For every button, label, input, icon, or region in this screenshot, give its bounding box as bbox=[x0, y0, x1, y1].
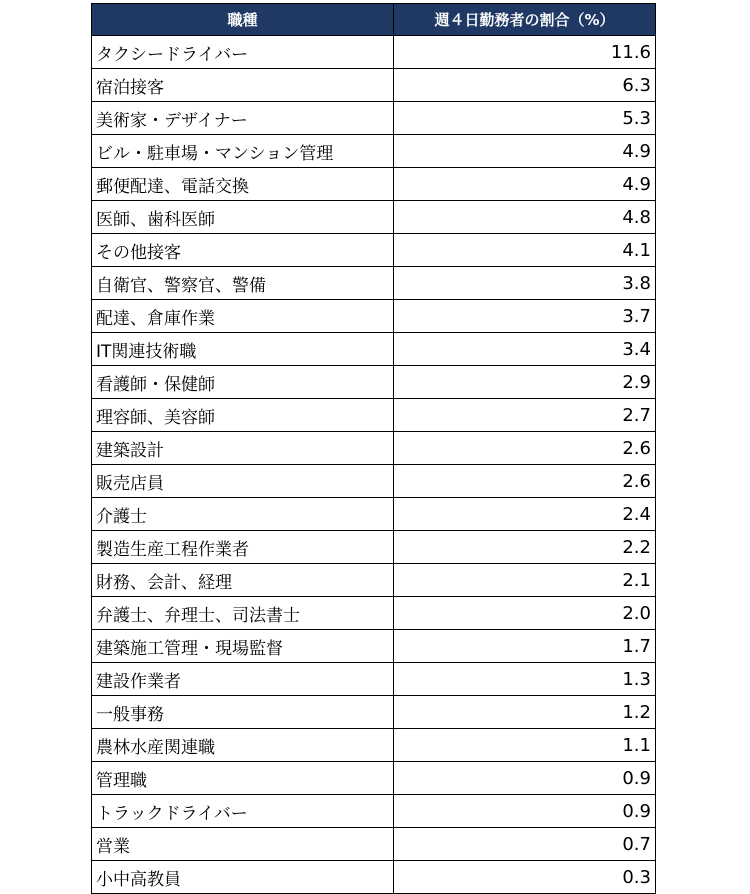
occupation-cell: 販売店員 bbox=[92, 465, 394, 498]
table-row bbox=[92, 597, 656, 630]
occupation-cell: その他接客 bbox=[92, 234, 394, 267]
ratio-cell: 1.7 bbox=[394, 630, 656, 663]
ratio-cell: 0.3 bbox=[394, 861, 656, 894]
ratio-cell: 11.6 bbox=[394, 36, 656, 69]
ratio-cell: 3.4 bbox=[394, 333, 656, 366]
ratio-cell: 4.9 bbox=[394, 135, 656, 168]
table-row bbox=[92, 168, 656, 201]
occupation-cell: 郵便配達、電話交換 bbox=[92, 168, 394, 201]
occupation-cell: 配達、倉庫作業 bbox=[92, 300, 394, 333]
table-row bbox=[92, 267, 656, 300]
ratio-cell: 2.0 bbox=[394, 597, 656, 630]
occupation-cell: 建設作業者 bbox=[92, 663, 394, 696]
table-row bbox=[92, 663, 656, 696]
occupation-table-container bbox=[91, 3, 655, 894]
occupation-cell: 美術家・デザイナー bbox=[92, 102, 394, 135]
occupation-cell: 営業 bbox=[92, 828, 394, 861]
occupation-cell: 介護士 bbox=[92, 498, 394, 531]
occupation-cell: 宿泊接客 bbox=[92, 69, 394, 102]
occupation-cell: ビル・駐車場・マンション管理 bbox=[92, 135, 394, 168]
table-row bbox=[92, 861, 656, 894]
table-row bbox=[92, 630, 656, 663]
table-row bbox=[92, 201, 656, 234]
table-row bbox=[92, 465, 656, 498]
ratio-cell: 2.9 bbox=[394, 366, 656, 399]
ratio-cell: 1.1 bbox=[394, 729, 656, 762]
table-row bbox=[92, 432, 656, 465]
table-row bbox=[92, 234, 656, 267]
ratio-cell: 0.7 bbox=[394, 828, 656, 861]
table-row bbox=[92, 36, 656, 69]
occupation-cell: 弁護士、弁理士、司法書士 bbox=[92, 597, 394, 630]
ratio-cell: 4.1 bbox=[394, 234, 656, 267]
table-row bbox=[92, 135, 656, 168]
ratio-cell: 1.2 bbox=[394, 696, 656, 729]
ratio-cell: 2.6 bbox=[394, 432, 656, 465]
ratio-cell: 2.4 bbox=[394, 498, 656, 531]
occupation-cell: 理容師、美容師 bbox=[92, 399, 394, 432]
occupation-cell: タクシードライバー bbox=[92, 36, 394, 69]
occupation-cell: 建築設計 bbox=[92, 432, 394, 465]
ratio-cell: 4.8 bbox=[394, 201, 656, 234]
ratio-cell: 2.7 bbox=[394, 399, 656, 432]
table-row bbox=[92, 828, 656, 861]
occupation-cell: 製造生産工程作業者 bbox=[92, 531, 394, 564]
table-row bbox=[92, 102, 656, 135]
ratio-cell: 0.9 bbox=[394, 795, 656, 828]
occupation-cell: 自衛官、警察官、警備 bbox=[92, 267, 394, 300]
table-body bbox=[92, 36, 656, 894]
table-row bbox=[92, 333, 656, 366]
table-row bbox=[92, 366, 656, 399]
occupation-cell: 看護師・保健師 bbox=[92, 366, 394, 399]
table-row bbox=[92, 531, 656, 564]
header-occupation: 職種 bbox=[92, 4, 394, 36]
occupation-cell: 管理職 bbox=[92, 762, 394, 795]
ratio-cell: 4.9 bbox=[394, 168, 656, 201]
ratio-cell: 6.3 bbox=[394, 69, 656, 102]
table-row bbox=[92, 498, 656, 531]
table-row bbox=[92, 564, 656, 597]
ratio-cell: 3.7 bbox=[394, 300, 656, 333]
occupation-cell: 一般事務 bbox=[92, 696, 394, 729]
occupation-cell: トラックドライバー bbox=[92, 795, 394, 828]
ratio-cell: 5.3 bbox=[394, 102, 656, 135]
ratio-cell: 0.9 bbox=[394, 762, 656, 795]
occupation-table bbox=[91, 3, 656, 894]
ratio-cell: 2.1 bbox=[394, 564, 656, 597]
table-row bbox=[92, 729, 656, 762]
ratio-cell: 2.6 bbox=[394, 465, 656, 498]
occupation-cell: 財務、会計、経理 bbox=[92, 564, 394, 597]
ratio-cell: 3.8 bbox=[394, 267, 656, 300]
header-four-day-ratio: 週４日勤務者の割合（%） bbox=[394, 4, 656, 36]
table-header-row bbox=[92, 4, 656, 36]
ratio-cell: 1.3 bbox=[394, 663, 656, 696]
occupation-cell: 小中高教員 bbox=[92, 861, 394, 894]
occupation-cell: 農林水産関連職 bbox=[92, 729, 394, 762]
table-row bbox=[92, 795, 656, 828]
table-row bbox=[92, 762, 656, 795]
occupation-cell: IT関連技術職 bbox=[92, 333, 394, 366]
occupation-cell: 医師、歯科医師 bbox=[92, 201, 394, 234]
table-row bbox=[92, 399, 656, 432]
table-row bbox=[92, 69, 656, 102]
table-row bbox=[92, 696, 656, 729]
occupation-cell: 建築施工管理・現場監督 bbox=[92, 630, 394, 663]
ratio-cell: 2.2 bbox=[394, 531, 656, 564]
table-row bbox=[92, 300, 656, 333]
